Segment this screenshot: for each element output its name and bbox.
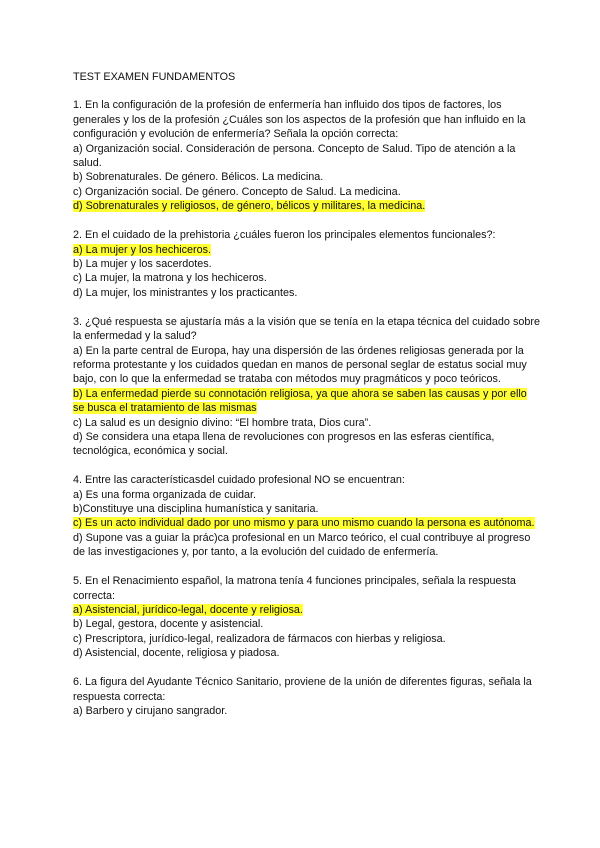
question-5: [73, 574, 540, 660]
question-1: [73, 98, 540, 213]
question-2: [73, 228, 540, 300]
question-stem: 3. ¿Qué respuesta se ajustaría más a la visión que se tenía en la etapa técnica del cuidado sobre la enfermedad y la salud?: [73, 315, 540, 343]
document-title: TEST EXAMEN FUNDAMENTOS: [73, 71, 236, 83]
answer-option: d) Se considera una etapa llena de revoluciones con progresos en las esferas científica, tecnológica, económica y social.: [73, 430, 495, 458]
correct-answer-highlight: b) La enfermedad pierde su connotación religiosa, ya que ahora se saben las causas y por ello se busca el tratamiento de las mismas: [73, 387, 527, 415]
correct-answer-highlight: a) La mujer y los hechiceros.: [73, 243, 212, 256]
question-3: [73, 315, 540, 459]
question-stem: 2. En el cuidado de la prehistoria ¿cuáles fueron los principales elementos funcionales?:: [73, 229, 496, 242]
question-stem-line: 6. La figura del Ayudante Técnico Sanitario, proviene de la unión de diferentes figuras, señala la: [73, 676, 532, 689]
question-stem: 1. En la configuración de la profesión de enfermería han influido dos tipos de factores, los generales y los de la profesión ¿Cuáles son los aspectos de la profesión que han influido en la configuración y evolución de enfermería? Señala la opción correcta:: [73, 99, 526, 141]
answer-option: c) La mujer, la matrona y los hechiceros.: [73, 272, 267, 285]
answer-option: a) En la parte central de Europa, hay una dispersión de las órdenes religiosas generada por la reforma protestante y los cuidados quedan en manos de personal seglar de estatus social muy bajo, con lo que la enfermedad se trataba con métodos muy pragmáticos y poco teóricos.: [73, 344, 527, 386]
correct-answer-highlight: a) Asistencial, jurídico-legal, docente y religiosa.: [73, 604, 303, 616]
question-6: [73, 675, 540, 718]
answer-option: b)Constituye una disciplina humanística y sanitaria.: [73, 503, 319, 516]
answer-option: c) La salud es un designio divino: “El hombre trata, Dios cura”.: [73, 416, 372, 429]
answer-option: b) Legal, gestora, docente y asistencial.: [73, 618, 264, 631]
answer-option: d) Asistencial, docente, religiosa y piadosa.: [73, 647, 280, 660]
answer-option: c) Organización social. De género. Concepto de Salud. La medicina.: [73, 185, 401, 198]
question-4: [73, 473, 540, 559]
answer-option: d) La mujer, los ministrantes y los practicantes.: [73, 286, 298, 299]
correct-answer-highlight: d) Sobrenaturales y religiosos, de género, bélicos y militares, la medicina.: [73, 200, 426, 213]
question-stem: 5. En el Renacimiento español, la matrona tenía 4 funciones principales, señala la respuesta correcta:: [73, 575, 516, 602]
answer-option: b) Sobrenaturales. De género. Bélicos. La medicina.: [73, 171, 324, 184]
question-stem-line: respuesta correcta:: [73, 690, 166, 703]
answer-option: d) Supone vas a guiar la prác)ca profesional en un Marco teórico, el cual contribuye al progreso de las investigaciones y, por tanto, a la evolución del cuidado de enfermería.: [73, 531, 531, 559]
answer-option: c) Prescriptora, jurídico-legal, realizadora de fármacos con hierbas y religiosa.: [73, 632, 446, 645]
question-stem: 4. Entre las característicasdel cuidado profesional NO se encuentran:: [73, 474, 405, 487]
answer-option: a) Barbero y cirujano sangrador.: [73, 704, 228, 717]
answer-option: b) La mujer y los sacerdotes.: [73, 257, 212, 270]
answer-option: a) Es una forma organizada de cuidar.: [73, 488, 257, 501]
answer-option: a) Organización social. Consideración de persona. Concepto de Salud. Tipo de atención a la salud.: [73, 142, 516, 170]
correct-answer-highlight: c) Es un acto individual dado por uno mismo y para uno mismo cuando la persona es autónoma.: [73, 517, 535, 530]
